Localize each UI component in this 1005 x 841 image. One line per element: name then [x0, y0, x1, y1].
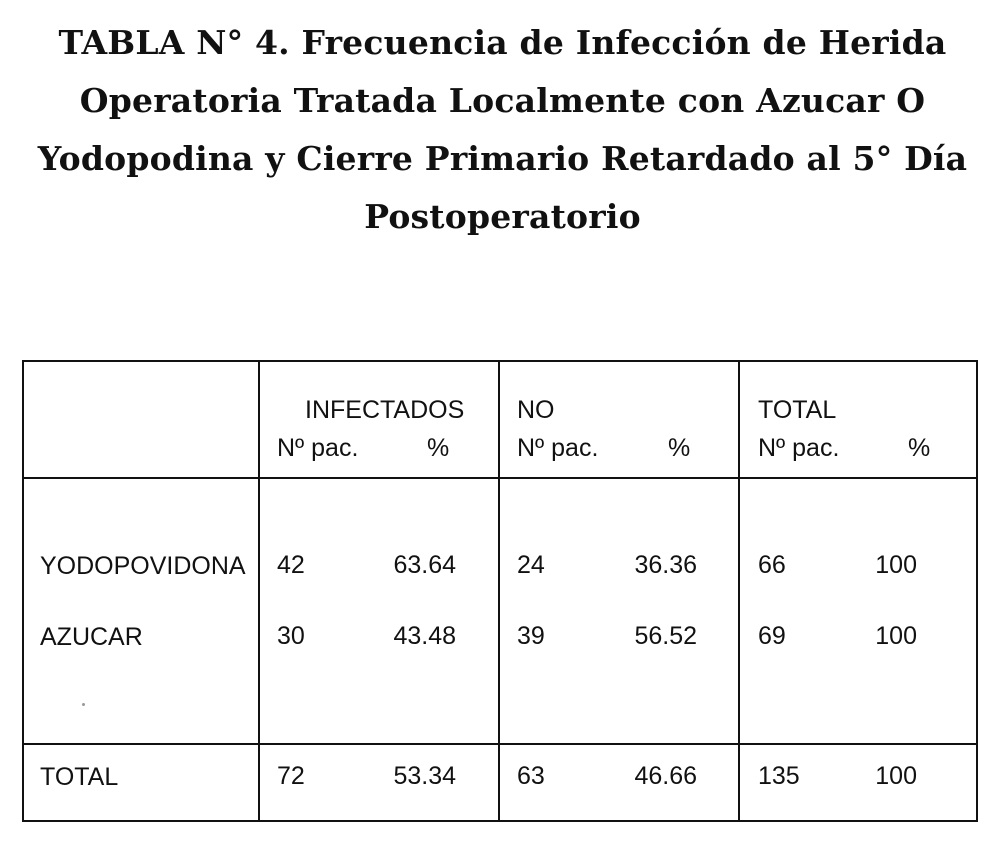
- subheader-infectados-count: Nº pac.: [277, 434, 359, 462]
- title-line-2: Operatoria Tratada Localmente con Azucar O: [79, 81, 926, 120]
- subheader-total-count: Nº pac.: [758, 434, 840, 462]
- row-label-yodopovidona: YODOPOVIDONA: [40, 552, 246, 580]
- column-divider: [498, 362, 500, 820]
- frequency-table: [22, 360, 978, 822]
- table-cell: 43.48: [393, 622, 456, 650]
- table-cell: 66: [758, 551, 786, 579]
- table-cell: 30: [277, 622, 305, 650]
- table-cell: 69: [758, 622, 786, 650]
- table-cell: 72: [277, 762, 305, 790]
- table-cell: 100: [875, 622, 917, 650]
- table-cell: 100: [875, 551, 917, 579]
- title-line-1: TABLA N° 4. Frecuencia de Infección de Herida: [58, 23, 947, 62]
- table-cell: 39: [517, 622, 545, 650]
- row-label-total: TOTAL: [40, 763, 119, 791]
- table-cell: 56.52: [634, 622, 697, 650]
- header-total: TOTAL: [758, 396, 837, 424]
- table-cell: 46.66: [634, 762, 697, 790]
- title-line-4: Postoperatorio: [364, 197, 641, 236]
- subheader-infectados-percent: %: [427, 434, 450, 462]
- subheader-no-percent: %: [668, 434, 691, 462]
- table-cell: 53.34: [393, 762, 456, 790]
- header-infectados: INFECTADOS: [305, 396, 465, 424]
- table-cell: 100: [875, 762, 917, 790]
- column-divider: [738, 362, 740, 820]
- table-cell: 36.36: [634, 551, 697, 579]
- scan-speck: [82, 703, 85, 706]
- header-no: NO: [517, 396, 555, 424]
- table-cell: 24: [517, 551, 545, 579]
- subheader-total-percent: %: [908, 434, 931, 462]
- table-title: [0, 14, 1005, 246]
- table-cell: 135: [758, 762, 800, 790]
- table-cell: 63.64: [393, 551, 456, 579]
- subheader-no-count: Nº pac.: [517, 434, 599, 462]
- title-line-3: Yodopodina y Cierre Primario Retardado al 5° Día: [37, 139, 968, 178]
- column-divider: [258, 362, 260, 820]
- table-cell: 42: [277, 551, 305, 579]
- total-divider: [24, 743, 976, 745]
- header-divider: [24, 477, 976, 479]
- row-label-azucar: AZUCAR: [40, 623, 143, 651]
- table-cell: 63: [517, 762, 545, 790]
